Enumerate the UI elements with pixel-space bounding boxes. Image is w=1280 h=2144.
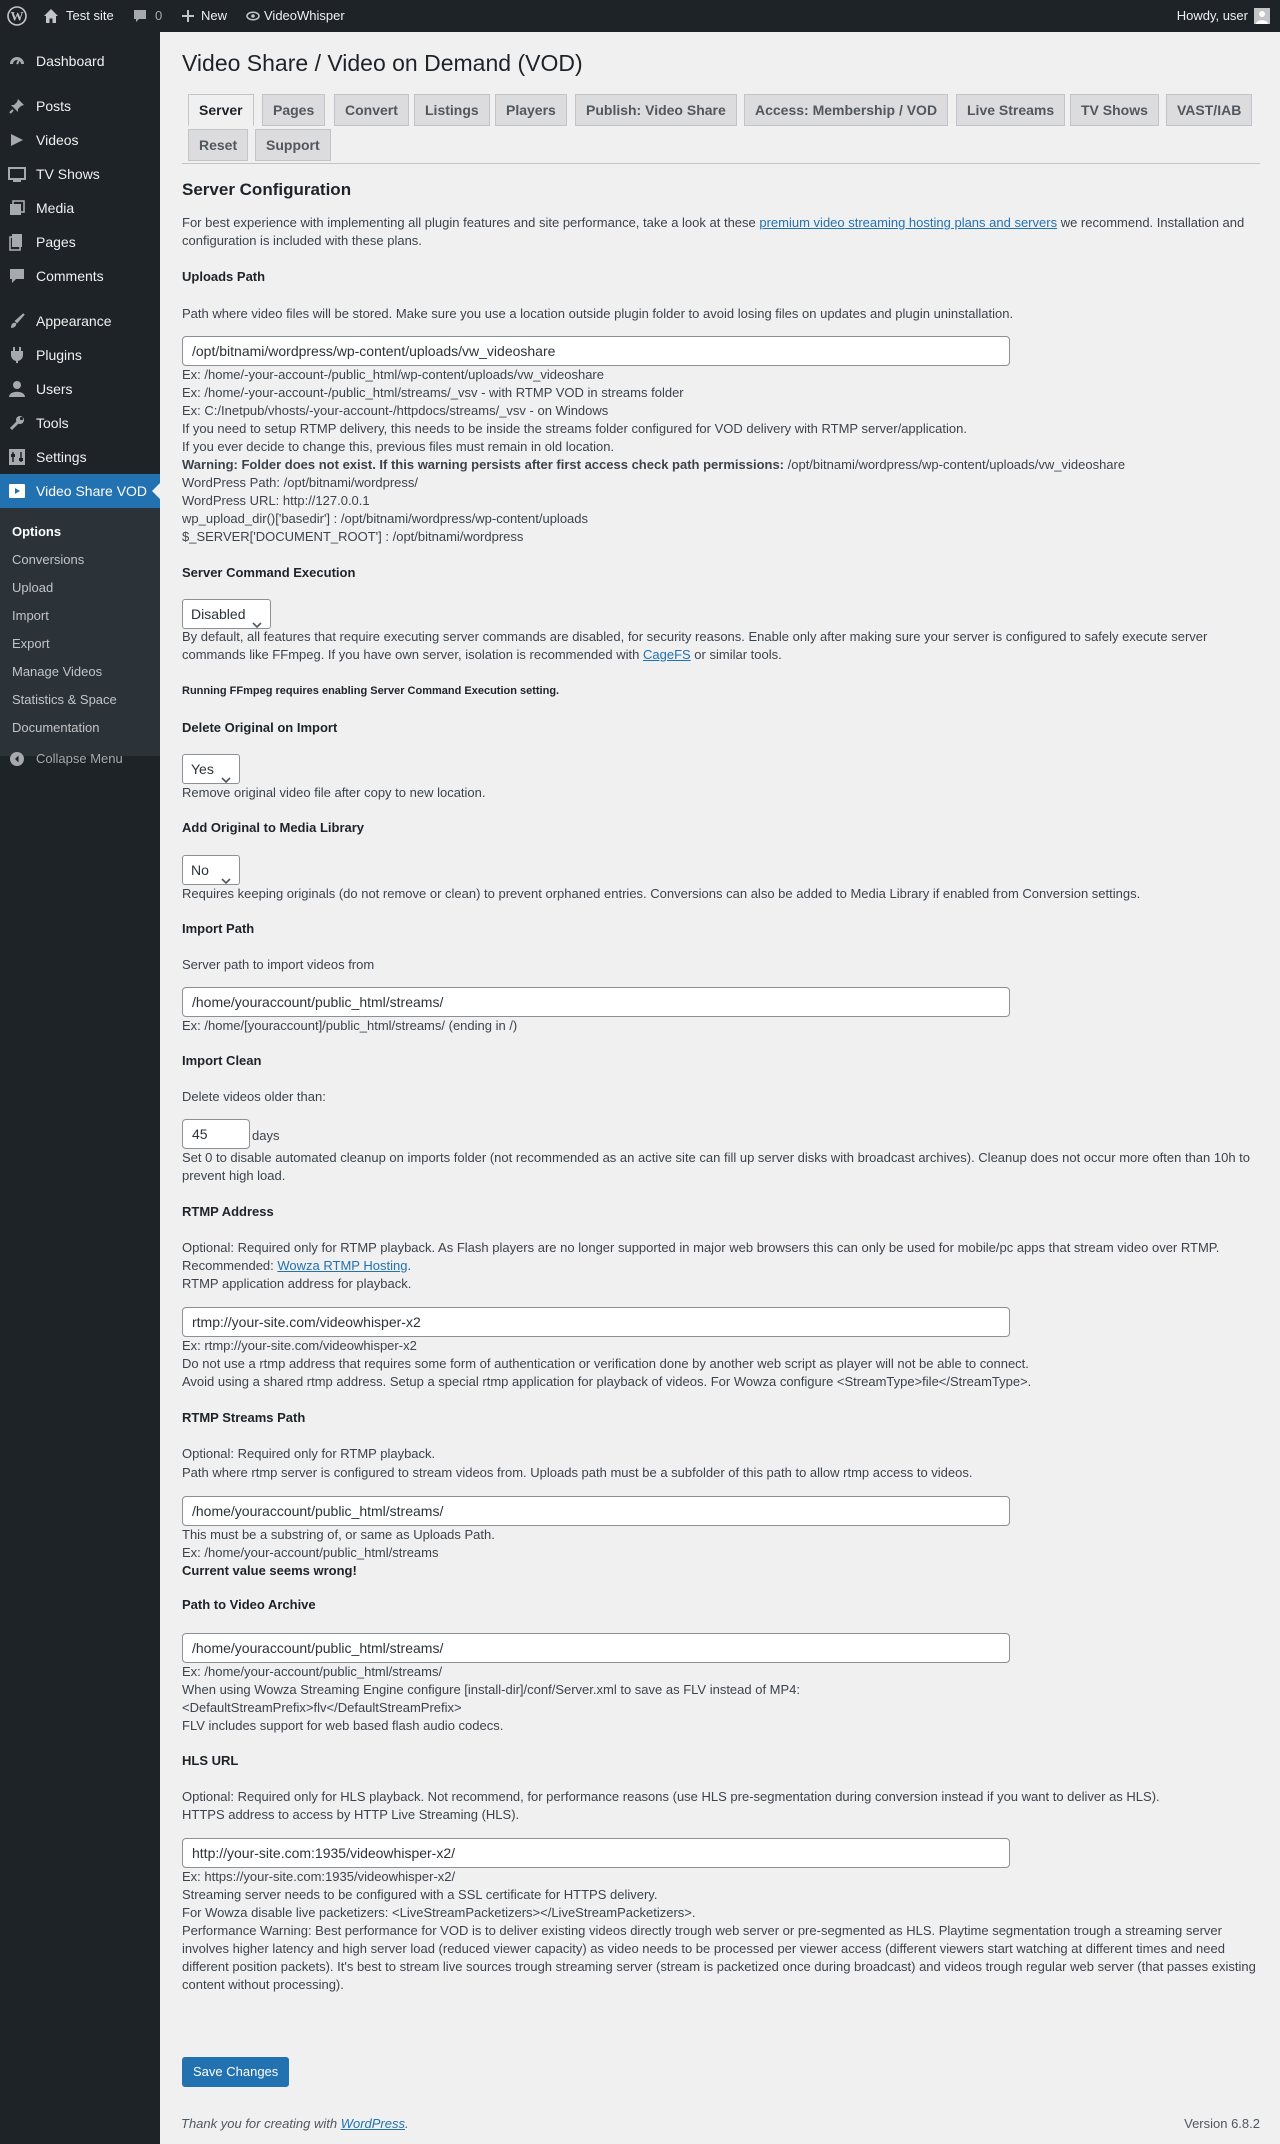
footer-thanks [181,2116,409,2131]
menu-item-tools[interactable] [0,406,160,440]
video-archive-flv-note: FLV includes support for web based flash audio codecs. [182,1718,504,1733]
server-command-label: Server Command Execution [182,565,356,580]
menu-label-videos: Videos [36,132,79,148]
rtmp-address-auth-note: Do not use a rtmp address that requires some form of authentication or verification done by another web script as player will not be able to connect. [182,1356,1029,1371]
plug-icon [8,346,26,364]
new-label: New [201,8,228,23]
import-path-input[interactable]: /home/youraccount/public_html/streams/ [182,987,1010,1017]
video-archive-prefix: <DefaultStreamPrefix>flv</DefaultStreamPrefix> [182,1700,462,1715]
uploads-path-rtmp-note: If you need to setup RTMP delivery, this needs to be inside the streams folder configured for VOD delivery with RTMP server/application. [182,421,967,436]
rtmp-streams-example: Ex: /home/your-account/public_html/streams [182,1545,439,1560]
rtmp-address-example: Ex: rtmp://your-site.com/videowhisper-x2 [182,1338,417,1353]
rtmp-address-input[interactable]: rtmp://your-site.com/videowhisper-x2 [182,1307,1010,1337]
collapse-menu-label: Collapse Menu [36,751,123,766]
chevron-down-icon [252,610,262,618]
uploads-path-example-3: Ex: C:/Inetpub/vhosts/-your-account-/httpdocs/streams/_vsv - on Windows [182,403,609,418]
tabs-divider [182,163,1260,164]
video-archive-wowza-note: When using Wowza Streaming Engine configure [install-dir]/conf/Server.xml to save as FLV instead of MP4: [182,1682,801,1697]
submenu-item-conversions[interactable]: Conversions [12,552,85,567]
delete-original-desc: Remove original video file after copy to new location. [182,785,486,800]
add-original-desc: Requires keeping originals (do not remove or clean) to prevent orphaned entries. Conversions can also be added to Media Library if enabled from Conversion settings. [182,886,1141,901]
hls-performance-warning: Performance Warning: Best performance for VOD is to deliver existing videos directly trough web server or pre-segmented as HLS. Playtime segmentation trough a streaming server involves higher latency and high server load (reduced viewer capacity) as video needs to be processed per viewer access (different viewers start watching at different times and need different position packets). It's best to stream live sources trough streaming server (stream is packetized once during broadcast) and videos trough regular web server (that passes existing content without processing). [182,1923,1256,1992]
menu-item-plugins[interactable] [0,338,160,372]
media-icon [8,199,26,217]
menu-label-tools: Tools [36,415,69,431]
footer-thanks-post: . [405,2116,409,2131]
hls-url-label: HLS URL [182,1753,239,1768]
site-name-label: Test site [66,8,114,23]
plus-icon [181,9,195,23]
hls-ssl-note: Streaming server needs to be configured with a SSL certificate for HTTPS delivery. [182,1887,658,1902]
settings-icon [8,448,26,466]
uploads-path-example-1: Ex: /home/-your-account-/public_html/wp-content/uploads/vw_videoshare [182,367,604,382]
import-path-desc: Server path to import videos from [182,957,375,972]
server-command-desc-post: or similar tools. [690,647,782,662]
rtmp-address-shared-note: Avoid using a shared rtmp address. Setup a special rtmp application for playback of videos. For Wowza configure <StreamType>file</StreamType>. [182,1374,1032,1389]
menu-label-dashboard: Dashboard [36,53,105,69]
submenu-item-upload[interactable]: Upload [12,580,54,595]
menu-item-videos[interactable] [0,123,160,157]
comments-link[interactable] [132,0,162,32]
menu-item-appearance[interactable] [0,304,160,338]
delete-original-select[interactable] [182,754,240,784]
wrench-icon [8,414,26,432]
menu-label-plugins: Plugins [36,347,82,363]
greeting: Howdy, user [1176,8,1248,23]
pin-icon [8,97,26,115]
menu-item-media[interactable] [0,191,160,225]
page-icon [8,233,26,251]
import-clean-days-input[interactable]: 45 [182,1119,250,1149]
new-content-link[interactable] [181,0,227,32]
menu-label-pages: Pages [36,234,76,250]
submenu [0,508,160,756]
chevron-down-icon [221,765,231,773]
menu-label-video-share-vod: Video Share VOD [36,483,148,499]
server-command-value: Disabled [191,606,246,622]
uploads-path-warning [182,456,1260,474]
admin-bar [0,0,1280,32]
import-clean-desc: Delete videos older than: [182,1089,326,1104]
section-title: Server Configuration [182,180,352,199]
menu-label-tv-shows: TV Shows [36,166,100,182]
tab-vast-iab[interactable]: VAST/IAB [1166,94,1252,126]
wowza-hosting-link[interactable]: Wowza RTMP Hosting [277,1258,408,1273]
uploads-path-label: Uploads Path [182,269,266,284]
tab-publish-video-share[interactable]: Publish: Video Share [575,94,737,126]
menu-label-users: Users [36,381,73,397]
menu-item-settings[interactable] [0,440,160,474]
uploads-path-example-2: Ex: /home/-your-account-/public_html/streams/_vsv - with RTMP VOD in streams folder [182,385,684,400]
uploads-path-input[interactable]: /opt/bitnami/wordpress/wp-content/uploads/vw_videoshare [182,336,1010,366]
tab-listings[interactable]: Listings [414,94,490,126]
tab-convert[interactable]: Convert [334,94,409,126]
hls-packetizers-note: For Wowza disable live packetizers: <LiveStreamPacketizers></LiveStreamPacketizers>. [182,1905,696,1920]
rtmp-streams-desc-1: Optional: Required only for RTMP playback. [182,1446,436,1461]
page-title: Video Share / Video on Demand (VOD) [182,50,583,76]
rtmp-streams-label: RTMP Streams Path [182,1410,306,1425]
import-clean-unit: days [252,1128,280,1143]
menu-label-appearance: Appearance [36,313,112,329]
tab-access-membership[interactable]: Access: Membership / VOD [744,94,948,126]
svg-text:W: W [10,8,24,24]
rtmp-address-desc-2 [182,1257,1260,1275]
admin-menu [0,32,160,2144]
menu-item-users[interactable] [0,372,160,406]
rtmp-recommended-post: . [407,1258,412,1273]
video-archive-example: Ex: /home/your-account/public_html/streams/ [182,1664,443,1679]
chevron-down-icon [221,866,231,874]
uploads-warning-path: /opt/bitnami/wordpress/wp-content/uploads/vw_videoshare [784,457,1126,472]
rtmp-streams-desc-2: Path where rtmp server is configured to stream videos from. Uploads path must be a subfolder of this path to allow rtmp access to videos. [182,1465,973,1480]
menu-item-posts[interactable] [0,89,160,123]
menu-label-posts: Posts [36,98,72,114]
document-root-info: $_SERVER['DOCUMENT_ROOT'] : /opt/bitnami/wordpress [182,529,524,544]
video-archive-label: Path to Video Archive [182,1597,316,1612]
collapse-arrow-icon [10,752,24,766]
menu-item-tv-shows[interactable] [0,157,160,191]
ffmpeg-note: Running FFmpeg requires enabling Server Command Execution setting. [182,685,560,697]
intro-text-pre: For best experience with implementing all plugin features and site performance, take a look at these [182,215,760,230]
tab-support[interactable]: Support [255,129,331,161]
rtmp-recommended-pre: Recommended: [182,1258,278,1273]
uploads-path-desc: Path where video files will be stored. Make sure you use a location outside plugin folder to avoid losing files on updates and plugin uninstallation. [182,306,1014,321]
upload-basedir-info: wp_upload_dir()['basedir'] : /opt/bitnami/wordpress/wp-content/uploads [182,511,589,526]
brush-icon [8,312,26,330]
import-clean-label: Import Clean [182,1053,262,1068]
hls-url-desc-1: Optional: Required only for HLS playback. Not recommend, for performance reasons (use HLS pre-segmentation during conversion instead if you want to deliver as HLS). [182,1789,1160,1804]
footer-version: Version 6.8.2 [1184,2116,1260,2131]
hls-url-example: Ex: https://your-site.com:1935/videowhisper-x2/ [182,1869,456,1884]
tab-live-streams[interactable]: Live Streams [956,94,1065,126]
menu-label-settings: Settings [36,449,87,465]
video-archive-input[interactable]: /home/youraccount/public_html/streams/ [182,1633,1010,1663]
site-name-link[interactable] [43,0,114,32]
uploads-path-change-note: If you ever decide to change this, previous files must remain in old location. [182,439,615,454]
avatar [1254,8,1270,24]
submenu-item-import[interactable]: Import [12,608,49,623]
wordpress-path-info: WordPress Path: /opt/bitnami/wordpress/ [182,475,419,490]
tab-reset[interactable]: Reset [188,129,248,161]
server-command-select[interactable] [182,599,271,629]
wordpress-logo-icon[interactable] [7,0,27,32]
video-play-icon [8,482,26,500]
import-clean-note: Set 0 to disable automated cleanup on imports folder (not recommended as an active site can fill up server disks with broadcast archives). Cleanup does not occur more often than 10h to prevent high load. [182,1150,1251,1183]
menu-item-video-share-vod[interactable] [0,474,160,508]
rtmp-streams-warning: Current value seems wrong! [182,1563,357,1578]
menu-label-media: Media [36,200,75,216]
intro-text-post: we recommend. Installation and configuration is included with these plans. [182,215,1245,248]
cagefs-link[interactable]: CageFS [642,647,691,662]
server-command-desc-pre: By default, all features that require executing server commands are disabled, for security reasons. Enable only after making sure your server is configured to safely execute server commands like FFmpeg. If you have own server, isolation is recommended with [182,629,1208,662]
tab-tv-shows[interactable]: TV Shows [1070,94,1159,126]
submenu-item-documentation[interactable]: Documentation [12,720,100,735]
uploads-warning-bold: Warning: Folder does not exist. If this warning persists after first access check path permissions: [182,457,785,472]
hls-url-desc-2: HTTPS address to access by HTTP Live Streaming (HLS). [182,1807,520,1822]
save-changes-button[interactable]: Save Changes [182,2057,289,2087]
tab-server[interactable]: Server [188,94,254,126]
add-original-select[interactable] [182,855,240,885]
menu-item-dashboard[interactable] [0,44,160,78]
eye-icon [246,9,260,23]
import-path-example: Ex: /home/[youraccount]/public_html/streams/ (ending in /) [182,1018,518,1033]
comment-icon [132,8,148,24]
menu-label-comments: Comments [36,268,104,284]
rtmp-address-desc-3: RTMP application address for playback. [182,1276,412,1291]
rtmp-streams-substring-note: This must be a substring of, or same as Uploads Path. [182,1527,495,1542]
server-command-desc [182,628,1222,664]
wordpress-link[interactable]: WordPress [340,2116,405,2131]
hls-url-input[interactable]: http://your-site.com:1935/videowhisper-x2/ [182,1838,1010,1868]
rtmp-streams-input[interactable]: /home/youraccount/public_html/streams/ [182,1496,1010,1526]
videowhisper-link[interactable] [246,0,345,32]
footer-thanks-pre: Thank you for creating with [181,2116,341,2131]
submenu-item-options[interactable]: Options [12,524,62,539]
premium-hosting-link[interactable]: premium video streaming hosting plans and servers [759,215,1058,230]
videowhisper-label: VideoWhisper [264,8,345,23]
menu-item-pages[interactable] [0,225,160,259]
account-menu[interactable] [1177,0,1270,32]
delete-original-label: Delete Original on Import [182,720,338,735]
user-icon [8,380,26,398]
wordpress-url-info: WordPress URL: http://127.0.0.1 [182,493,370,508]
comments-count: 0 [155,8,163,23]
tab-pages[interactable]: Pages [262,94,325,126]
menu-item-comments[interactable] [0,259,160,293]
add-original-value: No [191,862,209,878]
dashboard-icon [8,52,26,70]
comment-icon [8,267,26,285]
rtmp-address-desc-1: Optional: Required only for RTMP playback. As Flash players are no longer supported in major web browsers this can only be used for mobile/pc apps that stream video over RTMP. [182,1240,1220,1255]
import-path-label: Import Path [182,921,255,936]
delete-original-value: Yes [191,761,214,777]
rtmp-address-label: RTMP Address [182,1204,274,1219]
tab-players[interactable]: Players [495,94,567,126]
submenu-item-export[interactable]: Export [12,636,50,651]
submenu-item-statistics[interactable]: Statistics & Space [12,692,117,707]
home-icon [43,8,59,24]
collapse-menu-button[interactable] [0,742,160,776]
add-original-label: Add Original to Media Library [182,820,365,835]
intro-text [182,214,1260,250]
submenu-item-manage-videos[interactable]: Manage Videos [12,664,103,679]
tv-icon [8,165,26,183]
video-icon [8,131,26,149]
